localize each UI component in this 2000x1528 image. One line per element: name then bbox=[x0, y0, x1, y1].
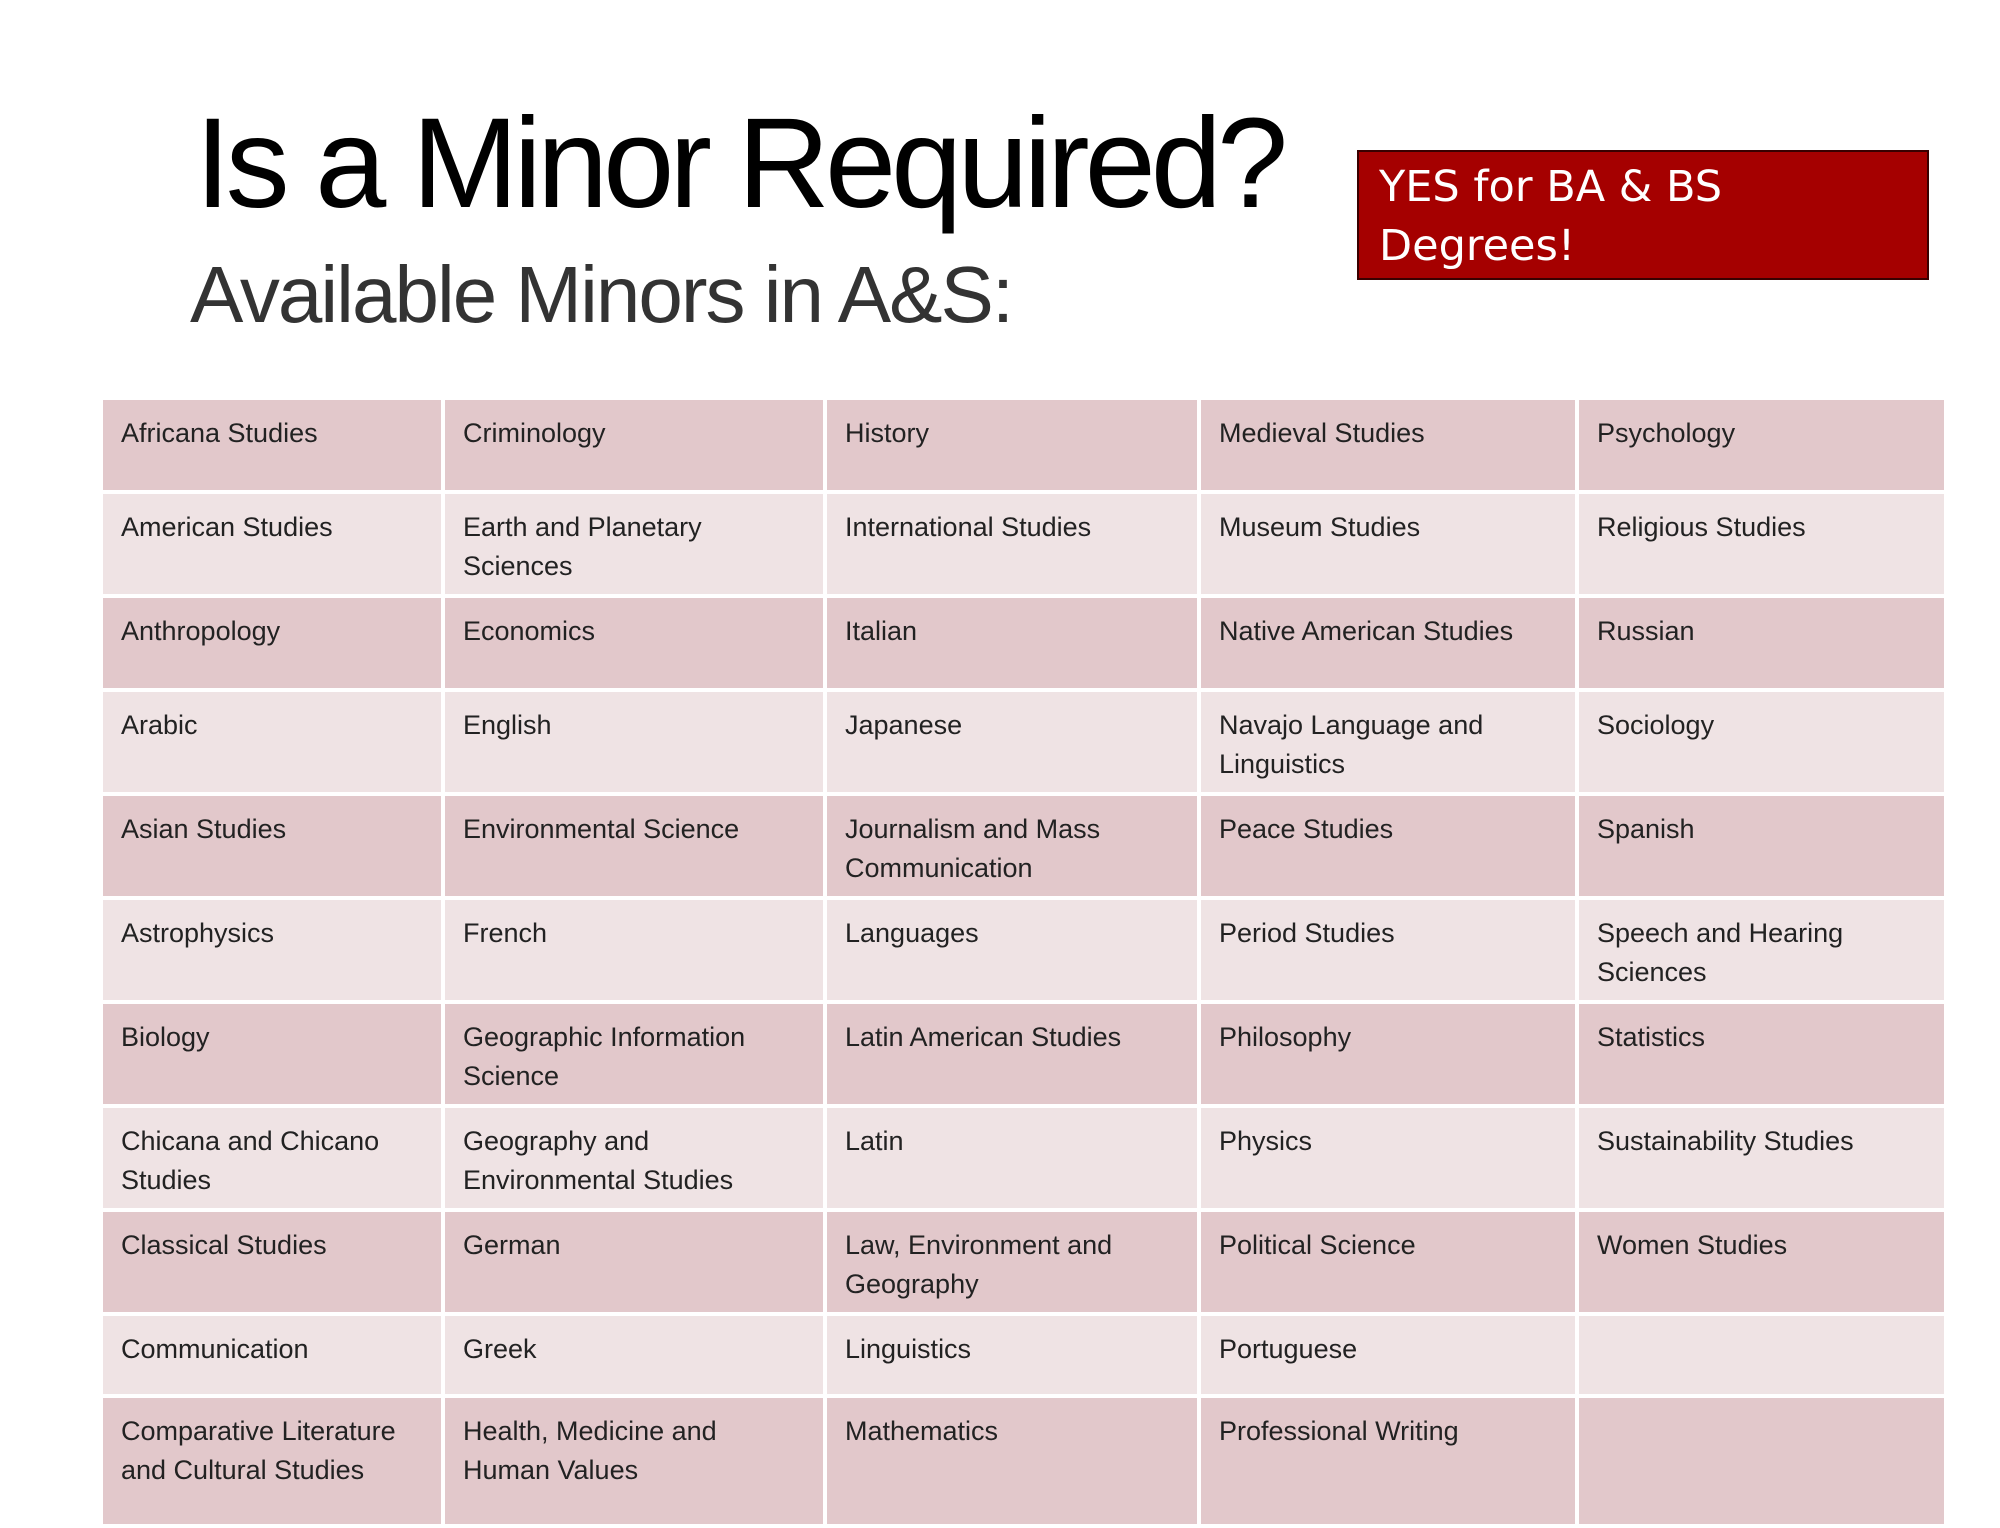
table-cell: Sociology bbox=[1577, 690, 1946, 794]
table-cell: Economics bbox=[443, 596, 825, 690]
table-cell: International Studies bbox=[825, 492, 1199, 596]
table-row bbox=[101, 1314, 1946, 1396]
table-row bbox=[101, 1106, 1946, 1210]
table-cell: Portuguese bbox=[1199, 1314, 1577, 1396]
table-row bbox=[101, 690, 1946, 794]
table-cell: Physics bbox=[1199, 1106, 1577, 1210]
table-cell: French bbox=[443, 898, 825, 1002]
table-cell: Political Science bbox=[1199, 1210, 1577, 1314]
table-row bbox=[101, 1210, 1946, 1314]
table-cell: Italian bbox=[825, 596, 1199, 690]
table-cell: Criminology bbox=[443, 398, 825, 492]
table-cell: Latin American Studies bbox=[825, 1002, 1199, 1106]
minors-table bbox=[99, 396, 1948, 1528]
table-cell: Health, Medicine and Human Values bbox=[443, 1396, 825, 1526]
table-cell: Period Studies bbox=[1199, 898, 1577, 1002]
table-cell: Geographic Information Science bbox=[443, 1002, 825, 1106]
table-cell: Law, Environment and Geography bbox=[825, 1210, 1199, 1314]
table-cell: Peace Studies bbox=[1199, 794, 1577, 898]
table-cell: Geography and Environmental Studies bbox=[443, 1106, 825, 1210]
table-cell: Philosophy bbox=[1199, 1002, 1577, 1106]
table-row bbox=[101, 898, 1946, 1002]
table-row bbox=[101, 398, 1946, 492]
table-row bbox=[101, 492, 1946, 596]
callout-box bbox=[1357, 150, 1929, 280]
table-cell: Russian bbox=[1577, 596, 1946, 690]
table-cell: Navajo Language and Linguistics bbox=[1199, 690, 1577, 794]
table-cell: Sustainability Studies bbox=[1577, 1106, 1946, 1210]
table-cell: English bbox=[443, 690, 825, 794]
table-cell: Classical Studies bbox=[101, 1210, 443, 1314]
table-cell: Women Studies bbox=[1577, 1210, 1946, 1314]
table-cell: Journalism and Mass Communication bbox=[825, 794, 1199, 898]
table-cell: Latin bbox=[825, 1106, 1199, 1210]
table-cell: American Studies bbox=[101, 492, 443, 596]
table-cell: Communication bbox=[101, 1314, 443, 1396]
table-cell: Chicana and Chicano Studies bbox=[101, 1106, 443, 1210]
table-cell: Comparative Literature and Cultural Studies bbox=[101, 1396, 443, 1526]
table-cell bbox=[1577, 1314, 1946, 1396]
table-cell: Speech and Hearing Sciences bbox=[1577, 898, 1946, 1002]
table-cell: Asian Studies bbox=[101, 794, 443, 898]
table-cell: Spanish bbox=[1577, 794, 1946, 898]
table-cell: Statistics bbox=[1577, 1002, 1946, 1106]
page-subtitle: Available Minors in A&S: bbox=[190, 250, 1013, 339]
table-cell: Mathematics bbox=[825, 1396, 1199, 1526]
table-row bbox=[101, 794, 1946, 898]
table-row bbox=[101, 1002, 1946, 1106]
table-cell: Africana Studies bbox=[101, 398, 443, 492]
table-cell: Greek bbox=[443, 1314, 825, 1396]
table-cell: Medieval Studies bbox=[1199, 398, 1577, 492]
table-cell: Museum Studies bbox=[1199, 492, 1577, 596]
table-cell: Japanese bbox=[825, 690, 1199, 794]
table-cell bbox=[1577, 1396, 1946, 1526]
table-cell: Psychology bbox=[1577, 398, 1946, 492]
table-cell: Native American Studies bbox=[1199, 596, 1577, 690]
table-row bbox=[101, 596, 1946, 690]
table-cell: Linguistics bbox=[825, 1314, 1199, 1396]
table-cell: Environmental Science bbox=[443, 794, 825, 898]
page-title: Is a Minor Required? bbox=[195, 92, 1284, 235]
table-cell: Astrophysics bbox=[101, 898, 443, 1002]
table-cell: Languages bbox=[825, 898, 1199, 1002]
table-cell: History bbox=[825, 398, 1199, 492]
callout-text: YES for BA & BS Degrees! bbox=[1379, 162, 1723, 271]
table-cell: Religious Studies bbox=[1577, 492, 1946, 596]
table-cell: Biology bbox=[101, 1002, 443, 1106]
table-cell: Arabic bbox=[101, 690, 443, 794]
table-cell: Anthropology bbox=[101, 596, 443, 690]
table-cell: Earth and Planetary Sciences bbox=[443, 492, 825, 596]
table-cell: Professional Writing bbox=[1199, 1396, 1577, 1526]
table-row bbox=[101, 1396, 1946, 1526]
table-cell: German bbox=[443, 1210, 825, 1314]
